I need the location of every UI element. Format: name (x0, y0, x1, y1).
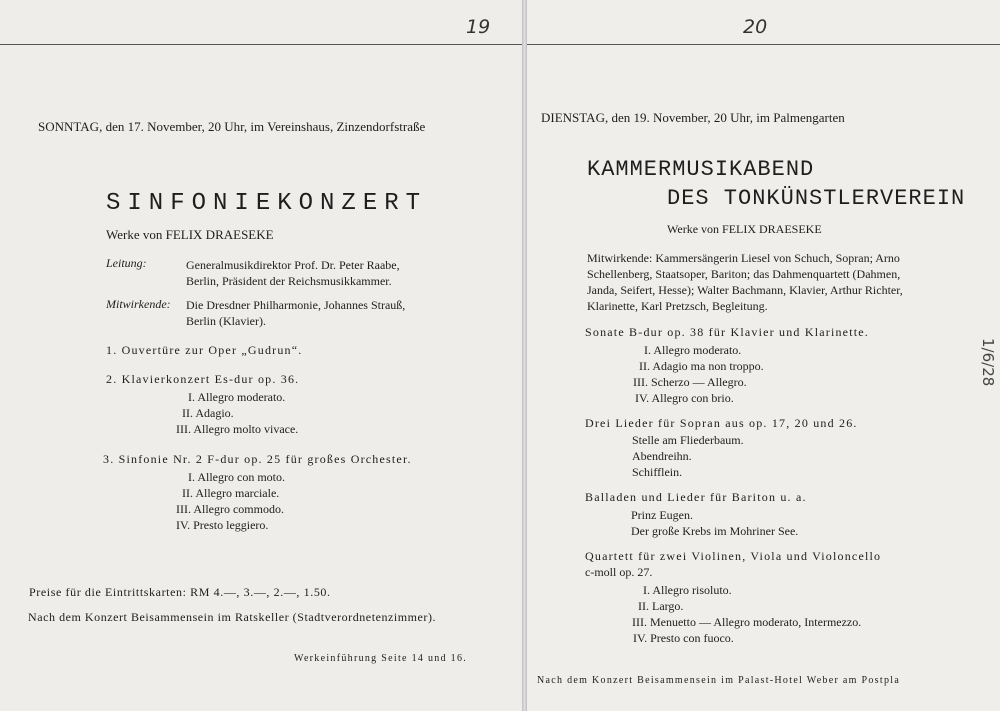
right-event-header: DIENSTAG, den 19. November, 20 Uhr, im Palmengarten (541, 110, 845, 125)
left-page-number: 19 (466, 16, 491, 38)
sonate-movement: IV. Allegro con brio. (635, 391, 734, 405)
item2-movement: II. Adagio. (182, 406, 234, 420)
right-top-rule (527, 44, 1000, 45)
program-item-1: 1. Ouvertüre zur Oper „Gudrun“. (106, 343, 303, 357)
quartett-movement: I. Allegro risoluto. (643, 583, 732, 597)
left-top-rule (0, 44, 522, 45)
item3-movement: IV. Presto leggiero. (176, 518, 269, 532)
quartett-movement: III. Menuetto — Allegro moderato, Intermezzo. (632, 615, 862, 629)
quartett-heading-line-2: c-moll op. 27. (585, 565, 653, 579)
right-page (527, 0, 1000, 711)
quartett-heading-line-1: Quartett für zwei Violinen, Viola und Violoncello (585, 549, 882, 563)
left-mitwirkende-label: Mitwirkende: (106, 297, 171, 311)
quartett-movement: IV. Presto con fuoco. (633, 631, 734, 645)
lieder-item: Abendreihn. (632, 449, 692, 463)
balladen-item: Der große Krebs im Mohriner See. (631, 524, 799, 538)
right-concert-title-line-1: KAMMERMUSIKABEND (587, 157, 815, 182)
sonate-movement: II. Adagio ma non troppo. (639, 359, 764, 373)
item2-movement: III. Allegro molto vivace. (176, 422, 299, 436)
lieder-item: Schifflein. (632, 465, 683, 479)
left-concert-title: SINFONIEKONZERT (106, 190, 428, 217)
right-concert-title-line-2: DES TONKÜNSTLERVEREIN (667, 186, 966, 211)
item3-movement: I. Allegro con moto. (188, 470, 285, 484)
right-mitwirkende-line: Schellenberg, Staatsoper, Bariton; das Dahmenquartett (Dahmen, (587, 267, 901, 281)
program-item-3: 3. Sinfonie Nr. 2 F-dur op. 25 für großes Orchester. (103, 452, 412, 466)
leitung-label: Leitung: (106, 256, 147, 270)
work-introduction-note: Werkeinführung Seite 14 und 16. (294, 653, 468, 664)
item2-movement: I. Allegro moderato. (188, 390, 286, 404)
leitung-line-1: Generalmusikdirektor Prof. Dr. Peter Raabe, (186, 258, 400, 272)
right-after-concert: Nach dem Konzert Beisammensein im Palast-Hotel Weber am Postpla (537, 675, 901, 686)
sonate-heading: Sonate B-dur op. 38 für Klavier und Klarinette. (585, 325, 870, 339)
handwritten-margin-note: 1/6/28 (979, 338, 997, 387)
lieder-heading: Drei Lieder für Sopran aus op. 17, 20 und 26. (585, 416, 858, 430)
right-mitwirkende-line: Janda, Seifert, Hesse); Walter Bachmann, Klavier, Arthur Richter, (587, 283, 903, 297)
leitung-line-2: Berlin, Präsident der Reichsmusikkammer. (186, 274, 392, 288)
left-event-header: SONNTAG, den 17. November, 20 Uhr, im Vereinshaus, Zinzendorfstraße (38, 119, 426, 134)
right-mitwirkende-line: Klarinette, Karl Pretzsch, Begleitung. (587, 299, 768, 313)
item3-movement: III. Allegro commodo. (176, 502, 284, 516)
left-subtitle: Werke von FELIX DRAESEKE (106, 227, 274, 242)
program-item-2: 2. Klavierkonzert Es-dur op. 36. (106, 372, 300, 386)
left-mitwirkende-line-1: Die Dresdner Philharmonie, Johannes Strauß, (186, 298, 406, 312)
balladen-heading: Balladen und Lieder für Bariton u. a. (585, 490, 807, 504)
right-mitwirkende-line: Mitwirkende: Kammersängerin Liesel von Schuch, Sopran; Arno (587, 251, 900, 265)
left-mitwirkende-line-2: Berlin (Klavier). (186, 314, 266, 328)
ticket-prices: Preise für die Eintrittskarten: RM 4.—, 3.—, 2.—, 1.50. (29, 585, 331, 599)
sonate-movement: III. Scherzo — Allegro. (633, 375, 747, 389)
balladen-item: Prinz Eugen. (631, 508, 693, 522)
lieder-item: Stelle am Fliederbaum. (632, 433, 744, 447)
right-subtitle: Werke von FELIX DRAESEKE (667, 222, 822, 236)
item3-movement: II. Allegro marciale. (182, 486, 280, 500)
right-page-number: 20 (743, 16, 768, 38)
quartett-movement: II. Largo. (638, 599, 684, 613)
sonate-movement: I. Allegro moderato. (644, 343, 742, 357)
left-after-concert: Nach dem Konzert Beisammensein im Ratskeller (Stadtverordnetenzimmer). (28, 610, 437, 624)
